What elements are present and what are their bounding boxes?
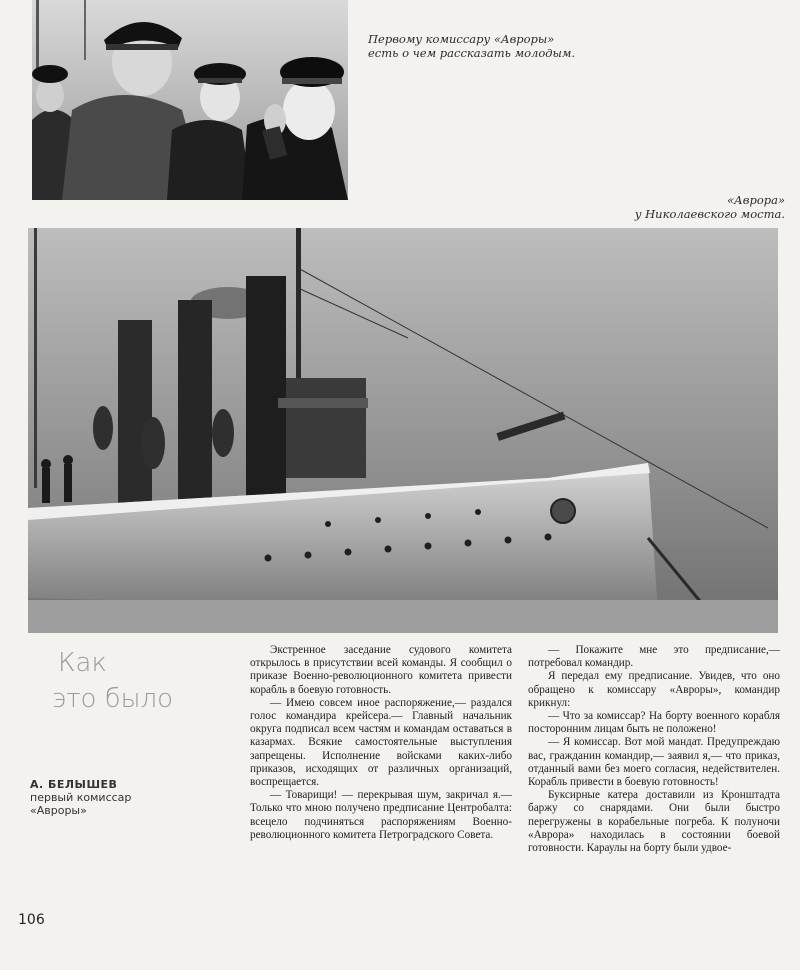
paragraph: — Я комиссар. Вот мой мандат. Предупреждаю вас, гражданин командир,— заявил я,— что приказ, отданный вами без моего согласия, недействителен. Корабль привести в боевую готовность! — [528, 736, 780, 789]
ship-photo-caption — [560, 193, 785, 221]
author-name: А. БЕЛЫШЕВ — [30, 778, 118, 791]
paragraph: Я передал ему предписание. Увидев, что оно обращено к комиссару «Авроры», командир крикнул: — [528, 670, 780, 709]
paragraph: — Имею совсем иное распоряжение,— раздался голос командира крейсера.— Главный начальник округа подписал всем частям и командам оставаться в казармах. Всякие самостоятельные выступления запрещены. Исполнение войсками каких-либо приказов, исходящих от различных организаций, воспрещается. — [250, 696, 512, 789]
paragraph: Буксирные катера доставили из Кронштадта баржу со снарядами. Они были быстро перегружены в корабельные погреба. К полуночи «Аврора» находилась в состоянии боевой готовности. Караулы на борту были удвое- — [528, 789, 780, 855]
paragraph: Экстренное заседание судового комитета открылось в присутствии всей команды. Я сообщил о приказе Военно-революционного комитета привести корабль в боевую готовность. — [250, 644, 512, 696]
author-byline — [30, 778, 131, 817]
photo-commissar-with-cadets — [32, 0, 348, 200]
caption-line: есть о чем рассказать молодым. — [368, 46, 576, 60]
headline-line-1: Как — [58, 648, 107, 678]
top-photo-caption — [368, 32, 668, 60]
caption-line: Первому комиссару «Авроры» — [368, 32, 555, 46]
article-column-1 — [250, 644, 512, 842]
paragraph: — Что за комиссар? На борту военного корабля посторонним лицам быть не положено! — [528, 710, 780, 736]
author-title: «Авроры» — [30, 804, 87, 817]
headline-line-2: это было — [52, 684, 174, 714]
caption-line: у Николаевского моста. — [634, 207, 785, 221]
photo-cruiser-aurora — [28, 228, 778, 633]
caption-line: «Аврора» — [727, 193, 785, 207]
author-title: первый комиссар — [30, 791, 132, 804]
paragraph: — Покажите мне это предписание,— потребовал командир. — [528, 644, 780, 670]
article-column-2 — [528, 644, 780, 855]
article-headline — [52, 645, 173, 717]
paragraph: — Товарищи! — перекрывая шум, закричал я.— Только что мною получено предписание Центробалта: всецело подчиняться распоряжениям Военно-революционного комитета Петроградского Совета. — [250, 789, 512, 841]
page-number: 106 — [18, 912, 45, 928]
